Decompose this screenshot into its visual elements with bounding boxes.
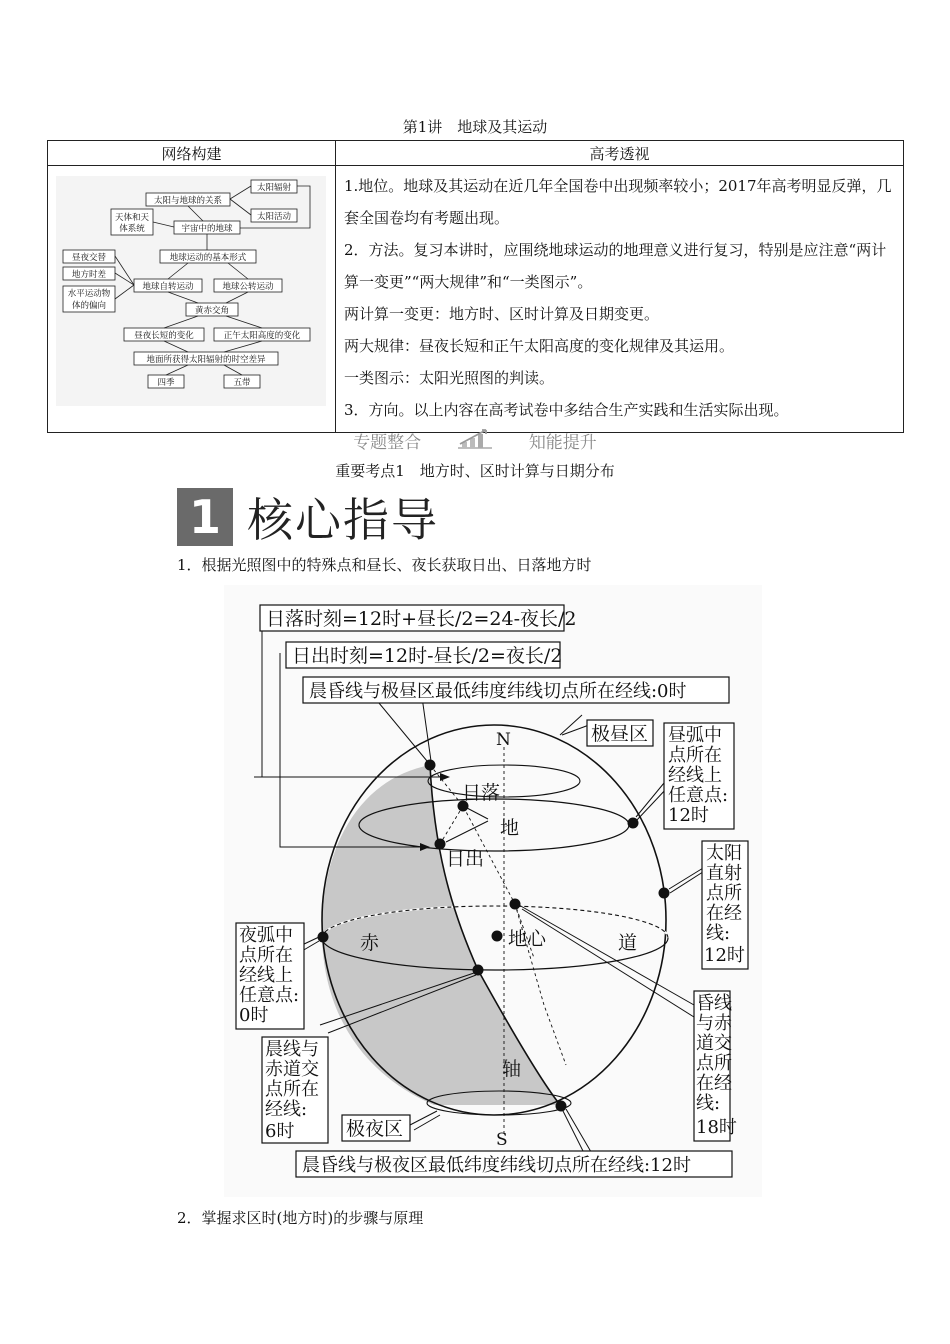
exam-cell bbox=[336, 166, 904, 433]
polar-day-zone: 极昼区 bbox=[591, 723, 649, 745]
direct-sun-line: 点所 bbox=[706, 883, 742, 904]
mm-celestial-2: 体系统 bbox=[119, 224, 145, 234]
exam-paragraph: 两计算一变更：地方时、区时计算及日期变更。 bbox=[344, 305, 660, 323]
polar-day-tangent: 晨昏线与极昼区最低纬度纬线切点所在经线:0时 bbox=[309, 681, 687, 702]
header-network: 网络构建 bbox=[48, 141, 336, 166]
mm-day-night: 昼夜交替 bbox=[71, 253, 107, 263]
topic-banner bbox=[0, 426, 950, 455]
dusk-equator-line: 线: bbox=[696, 1093, 721, 1114]
night-arc-line: 0时 bbox=[239, 1005, 269, 1026]
axis-label: 轴 bbox=[502, 1058, 522, 1080]
mm-obliquity: 黄赤交角 bbox=[194, 306, 230, 316]
night-arc-line: 夜弧中 bbox=[239, 925, 293, 946]
exam-paragraph: 一类图示：太阳光照图的判读。 bbox=[344, 369, 555, 387]
day-arc-line: 昼弧中 bbox=[668, 725, 722, 746]
dawn-equator-line: 经线: bbox=[265, 1099, 308, 1120]
polar-night-tangent: 晨昏线与极夜区最低纬度纬线切点所在经线:12时 bbox=[302, 1155, 691, 1176]
dawn-equator-line: 赤道交 bbox=[265, 1059, 319, 1080]
day-arc-line: 12时 bbox=[668, 805, 709, 826]
banner-left: 专题整合 bbox=[353, 433, 422, 453]
day-arc-line: 任意点: bbox=[668, 785, 729, 806]
exam-paragraph: 两大规律：昼夜长短和正午太阳高度的变化规律及其运用。 bbox=[344, 337, 735, 355]
point-1: 1．根据光照图中的特殊点和昼长、夜长获取日出、日落地方时 bbox=[177, 556, 592, 574]
banner-right: 知能提升 bbox=[528, 433, 597, 453]
direct-sun-line: 12时 bbox=[704, 945, 745, 966]
illumination-diagram bbox=[224, 585, 762, 1197]
dawn-equator-line: 6时 bbox=[265, 1121, 295, 1142]
core-guidance-badge bbox=[177, 488, 439, 546]
dusk-equator-line: 在经 bbox=[696, 1073, 732, 1094]
rising-chart-icon bbox=[456, 426, 494, 455]
exam-paragraph: 3．方向。以上内容在高考试卷中多结合生产实践和生活实际出现。 bbox=[344, 401, 789, 419]
mm-solar-activity: 太阳活动 bbox=[256, 212, 292, 222]
overview-table bbox=[47, 140, 904, 433]
earth-label: 地 bbox=[500, 817, 520, 839]
dusk-equator-line: 道交 bbox=[696, 1033, 732, 1054]
section-title: 重要考点1 地方时、区时计算与日期分布 bbox=[335, 462, 615, 480]
dusk-equator-line: 18时 bbox=[696, 1117, 737, 1138]
mm-basic-forms: 地球运动的基本形式 bbox=[169, 253, 247, 263]
mm-local-time: 地方时差 bbox=[71, 270, 107, 280]
equator-left-label: 赤 bbox=[360, 932, 380, 954]
lecture-title: 第1讲 地球及其运动 bbox=[402, 118, 548, 136]
dusk-equator-line: 与赤 bbox=[696, 1013, 732, 1034]
mm-deflection-2: 体的偏向 bbox=[71, 301, 107, 311]
mm-solar-radiation: 太阳辐射 bbox=[256, 183, 292, 193]
mm-earth-universe: 宇宙中的地球 bbox=[181, 224, 233, 234]
mm-five-zones: 五带 bbox=[233, 378, 251, 388]
direct-sun-line: 直射 bbox=[706, 863, 742, 884]
mm-revolution: 地球公转运动 bbox=[222, 282, 274, 292]
dawn-equator-line: 点所在 bbox=[265, 1079, 319, 1100]
north-label: N bbox=[496, 730, 511, 750]
south-label: S bbox=[496, 1130, 508, 1150]
earth-center-label: 地心 bbox=[508, 928, 547, 950]
mm-celestial-1: 天体和天 bbox=[114, 213, 150, 223]
direct-sun-line: 太阳 bbox=[706, 843, 742, 864]
sunrise-label: 日出 bbox=[446, 848, 485, 870]
exam-paragraph: 2．方法。复习本讲时，应围绕地球运动的地理意义进行复习，特别是应注意“两计算一变更”“两大规律”和“一类图示”。 bbox=[344, 241, 887, 291]
mindmap-diagram bbox=[48, 166, 335, 416]
mm-radiation-diff: 地面所获得太阳辐射的时空差异 bbox=[146, 355, 266, 365]
dusk-equator-line: 昏线 bbox=[696, 993, 732, 1014]
day-arc-line: 点所在 bbox=[668, 745, 722, 766]
mm-noon-sun: 正午太阳高度的变化 bbox=[223, 331, 301, 341]
header-exam: 高考透视 bbox=[336, 141, 904, 166]
night-arc-line: 任意点: bbox=[239, 985, 300, 1006]
exam-paragraph: 1.地位。地球及其运动在近几年全国卷中出现频率较小；2017年高考明显反弹，几套全国卷均有考题出现。 bbox=[344, 177, 892, 227]
mm-deflection-1: 水平运动物 bbox=[67, 289, 111, 299]
day-arc-line: 经线上 bbox=[668, 765, 722, 786]
equator-right-label: 道 bbox=[618, 932, 638, 954]
polar-night-zone: 极夜区 bbox=[346, 1118, 404, 1140]
mindmap-cell bbox=[48, 166, 336, 433]
core-title: 核心指导 bbox=[247, 493, 439, 547]
night-arc-line: 经线上 bbox=[239, 965, 293, 986]
sunset-label: 日落 bbox=[462, 782, 501, 804]
mm-sun-earth: 太阳与地球的关系 bbox=[153, 196, 223, 206]
direct-sun-line: 线: bbox=[706, 923, 731, 944]
night-arc-line: 点所在 bbox=[239, 945, 293, 966]
dawn-equator-line: 晨线与 bbox=[265, 1039, 319, 1060]
sunset-formula: 日落时刻=12时+昼长/2=24-夜长/2 bbox=[266, 608, 577, 630]
core-number: 1 bbox=[177, 488, 233, 546]
point-2: 2．掌握求区时(地方时)的步骤与原理 bbox=[177, 1209, 424, 1227]
sunrise-formula: 日出时刻=12时-昼长/2=夜长/2 bbox=[292, 645, 563, 667]
mm-day-length: 昼夜长短的变化 bbox=[134, 331, 194, 341]
dusk-equator-line: 点所 bbox=[696, 1053, 732, 1074]
direct-sun-line: 在经 bbox=[706, 903, 742, 924]
mm-rotation: 地球自转运动 bbox=[142, 282, 194, 292]
mm-four-seasons: 四季 bbox=[157, 378, 175, 388]
